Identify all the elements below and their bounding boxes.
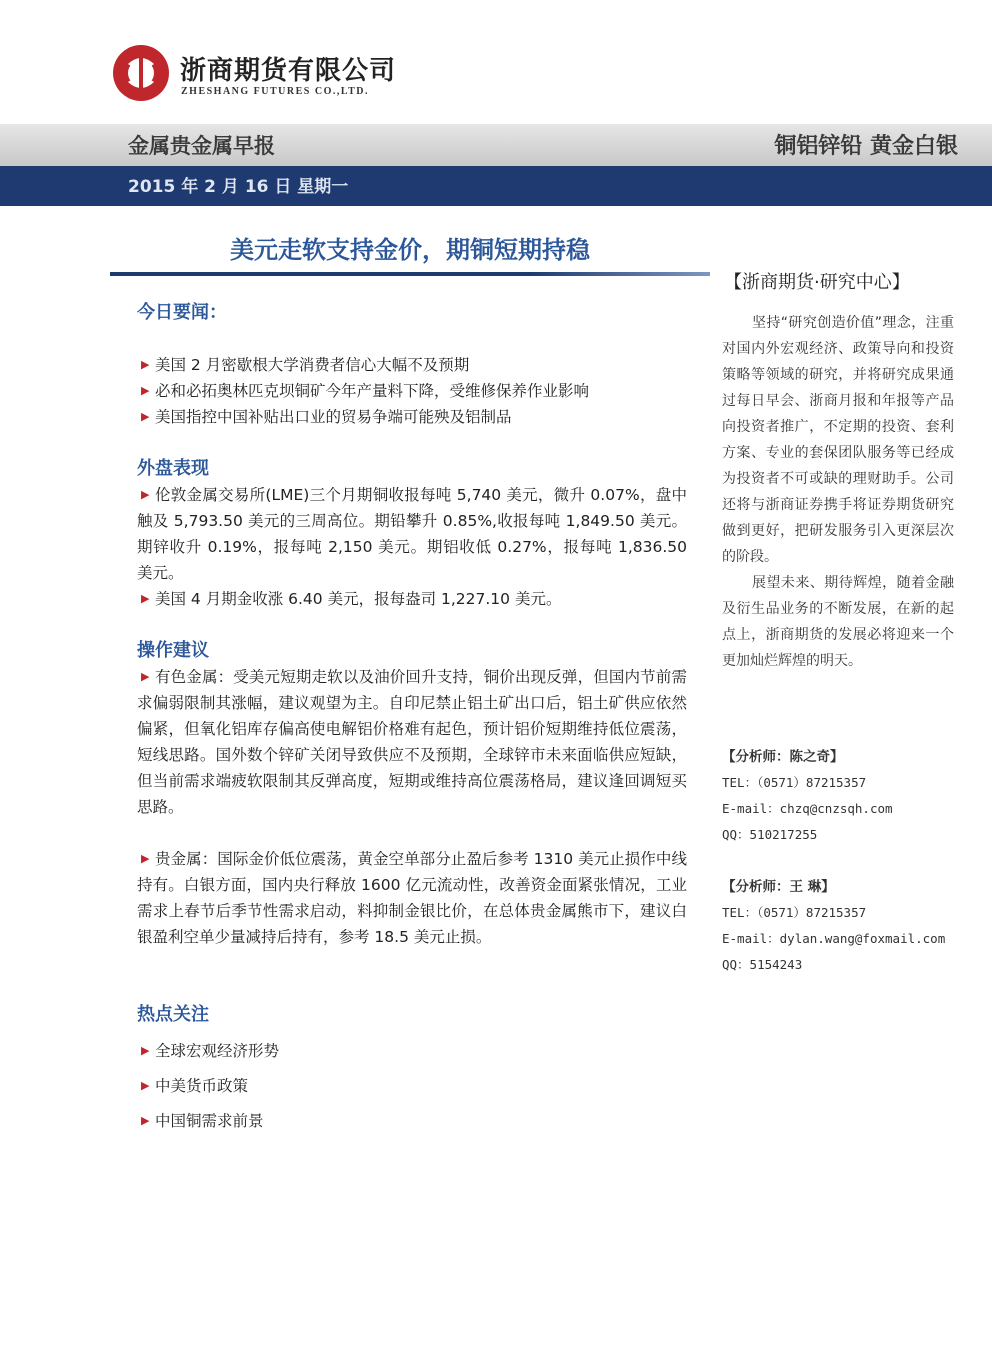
- report-date: 2015 年 2 月 16 日 星期一: [128, 177, 349, 197]
- analyst-qq: QQ：5154243: [722, 957, 803, 972]
- bullet-arrow-icon: ▶: [141, 358, 150, 371]
- advice-item: ▶ 有色金属：受美元短期走软以及油价回升支持，铜价出现反弹，但国内节前需求偏弱限制其涨幅，建议观望为主。自印尼禁止铝土矿出口后，铝土矿供应依然偏紧，但氧化铝库存偏高使电解铝价格难有起色，预计铝价短期维持低位震荡，短线思路。国外数个锌矿关闭导致供应不及预期，全球锌市未来面临供应短缺，但当前需求端疲软限制其反弹高度，短期或维持高位震荡格局，建议逢回调短买思路。: [137, 664, 687, 820]
- headline: 美元走软支持金价，期铜短期持稳: [230, 236, 590, 264]
- company-name-en: ZHESHANG FUTURES CO.,LTD.: [181, 86, 369, 97]
- news-item: ▶ 美国 2 月密歇根大学消费者信心大幅不及预期: [137, 352, 687, 378]
- section-title-news: 今日要闻：: [137, 302, 227, 323]
- analyst-name: 【分析师：王 琳】: [722, 879, 835, 895]
- bullet-arrow-icon: ▶: [141, 384, 150, 397]
- analyst-phone: TEL：（0571）87215357: [722, 775, 867, 790]
- focus-item: ▶ 中美货币政策: [137, 1073, 687, 1099]
- bullet-arrow-icon: ▶: [141, 1079, 150, 1092]
- research-center-sidebar: [722, 270, 954, 978]
- report-type: 金属贵金属早报: [128, 134, 275, 158]
- analyst-email: E-mail：dylan.wang@foxmail.com: [722, 931, 946, 946]
- bullet-arrow-icon: ▶: [141, 1114, 150, 1127]
- sidebar-outlook: 展望未来、期待辉煌，随着金融及衍生品业务的不断发展，在新的起点上，浙商期货的发展必将迎来一个更加灿烂辉煌的明天。: [722, 575, 954, 669]
- section-title-focus: 热点关注: [137, 1004, 209, 1025]
- main-column: [137, 300, 687, 1134]
- analyst-name: 【分析师：陈之奇】: [722, 749, 844, 765]
- analyst-qq: QQ：510217255: [722, 827, 818, 842]
- analyst-phone: TEL：（0571）87215357: [722, 905, 867, 920]
- headline-divider: [110, 272, 710, 276]
- news-item: ▶ 美国指控中国补贴出口业的贸易争端可能殃及铝制品: [137, 404, 687, 430]
- bullet-arrow-icon: ▶: [141, 592, 150, 605]
- bullet-arrow-icon: ▶: [141, 670, 150, 683]
- metals-covered: 铜铝锌铅 黄金白银: [774, 134, 958, 159]
- market-item: ▶ 美国 4 月期金收涨 6.40 美元，报每盎司 1,227.10 美元。: [137, 586, 687, 612]
- bullet-arrow-icon: ▶: [141, 852, 150, 865]
- focus-item: ▶ 中国铜需求前景: [137, 1108, 687, 1134]
- bullet-arrow-icon: ▶: [141, 1044, 150, 1057]
- section-title-advice: 操作建议: [137, 640, 209, 661]
- bullet-arrow-icon: ▶: [141, 410, 150, 423]
- bullet-arrow-icon: ▶: [141, 488, 150, 501]
- analyst-email: E-mail：chzq@cnzsqh.com: [722, 801, 893, 816]
- company-logo-icon: [112, 44, 170, 102]
- sidebar-title: 【浙商期货·研究中心】: [724, 272, 910, 293]
- company-name-cn: 浙商期货有限公司: [180, 56, 397, 86]
- market-item: ▶ 伦敦金属交易所(LME)三个月期铜收报每吨 5,740 美元，微升 0.07%，盘中触及 5,793.50 美元的三周高位。期铅攀升 0.85%,收报每吨 1,849.50 美元。期锌收升 0.19%，报每吨 2,150 美元。期铝收低 0.27%，报每吨 1,836.50 美元。: [137, 482, 687, 586]
- news-item: ▶ 必和必拓奥林匹克坝铜矿今年产量料下降，受维修保养作业影响: [137, 378, 687, 404]
- sidebar-intro: 坚持“研究创造价值”理念，注重对国内外宏观经济、政策导向和投资策略等领域的研究，并将研究成果通过每日早会、浙商月报和年报等产品向投资者推广，不定期的投资、套利方案、专业的套保团队服务等已经成为投资者不可或缺的理财助手。公司还将与浙商证券携手将证券期货研究做到更好，把研发服务引入更深层次的阶段。: [722, 315, 954, 565]
- section-title-market: 外盘表现: [137, 458, 209, 479]
- advice-item: ▶ 贵金属：国际金价低位震荡，黄金空单部分止盈后参考 1310 美元止损作中线持有。白银方面，国内央行释放 1600 亿元流动性，改善资金面紧张情况，工业需求上春节后季节性需求启动，料抑制金银比价，在总体贵金属熊市下，建议白银盈利空单少量减持后持有，参考 18.5 美元止损。: [137, 846, 687, 950]
- focus-item: ▶ 全球宏观经济形势: [137, 1038, 687, 1064]
